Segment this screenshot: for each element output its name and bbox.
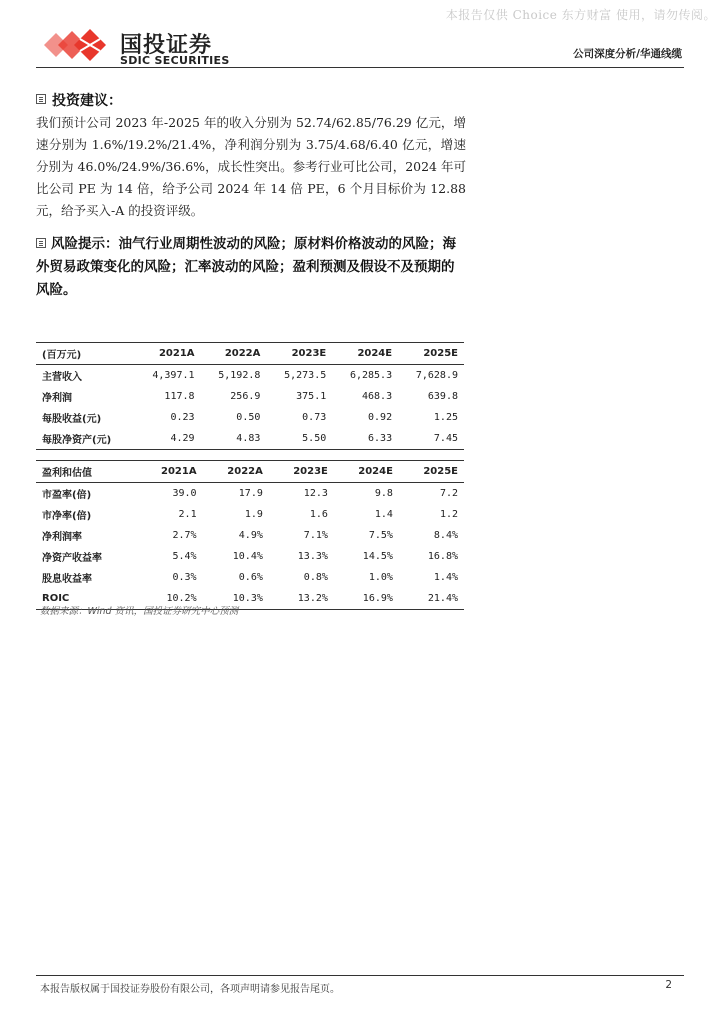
table-cell: 14.5% (362, 551, 393, 562)
table-cell: 16.9% (334, 588, 399, 610)
table-row (36, 365, 464, 387)
section-list-icon (36, 238, 46, 248)
table-row (36, 407, 464, 428)
table-row (36, 504, 464, 525)
section-list-icon (36, 94, 46, 104)
table-cell: 7.2 (439, 488, 458, 499)
table-cell: 7,628.9 (415, 370, 458, 381)
table-cell: 2.1 (178, 509, 197, 520)
table-row (36, 567, 464, 588)
table-cell: 1.25 (433, 412, 458, 423)
table-cell: 7.5% (368, 530, 393, 541)
table-cell: 5.50 (266, 428, 332, 450)
table-cell: 639.8 (427, 391, 458, 402)
row-label: 每股收益(元) (42, 414, 102, 425)
table-cell: 10.3% (203, 588, 269, 610)
table-cell: 0.6% (238, 572, 263, 583)
table-cell: 0.23 (170, 412, 195, 423)
row-label: 主营收入 (42, 372, 82, 383)
table-cell: 5,273.5 (284, 370, 327, 381)
table-cell: 1.6 (309, 509, 328, 520)
table-cell: 1.0% (368, 572, 393, 583)
table-header-row (36, 461, 464, 483)
table-header-cell: 盈利和估值 (36, 461, 136, 483)
table-row (36, 525, 464, 546)
table-cell: 7.1% (303, 530, 328, 541)
table-cell: 16.8% (427, 551, 458, 562)
table-cell: 375.1 (296, 391, 327, 402)
table-header-cell: 2022A (203, 461, 269, 483)
data-source-note: 数据来源：Wind 资讯，国投证券研究中心预测 (40, 606, 239, 617)
table-cell: 117.8 (164, 391, 195, 402)
table-header-row (36, 343, 464, 365)
table-header-cell: 2023E (266, 343, 332, 365)
table-row (36, 483, 464, 505)
table-header-cell: 2021A (135, 343, 201, 365)
report-type-label: 公司深度分析/华通线缆 (573, 48, 682, 60)
table-cell: 6,285.3 (349, 370, 393, 381)
table-cell: 2.7% (172, 530, 197, 541)
table-cell: 256.9 (230, 391, 261, 402)
logo-chinese-name: 国投证券 (120, 33, 213, 58)
table-header-cell: 2025E (399, 461, 464, 483)
row-label: 每股净资产(元) (36, 428, 135, 450)
row-label: 市盈率(倍) (42, 490, 92, 501)
table-cell: 12.3 (303, 488, 328, 499)
logo-diamond-icon (40, 27, 116, 63)
table-cell: 8.4% (433, 530, 458, 541)
row-label: 净利润 (42, 393, 72, 404)
table-header-cell: 2022A (201, 343, 267, 365)
table-cell: 4.83 (201, 428, 267, 450)
table-row (36, 428, 464, 450)
table-cell: 1.4% (433, 572, 458, 583)
logo-english-name: SDIC SECURITIES (120, 54, 230, 67)
table-header-cell: 2023E (269, 461, 334, 483)
footer-divider (36, 975, 684, 976)
table-cell: 13.2% (269, 588, 334, 610)
table-cell: 4.9% (238, 530, 263, 541)
row-label: 市净率(倍) (42, 511, 92, 522)
table-cell: 4,397.1 (152, 370, 195, 381)
company-logo (40, 27, 245, 65)
table-header-cell: 2024E (334, 461, 399, 483)
table-cell: 1.9 (244, 509, 263, 520)
footer-disclaimer: 本报告版权属于国投证券股份有限公司，各项声明请参见报告尾页。 (40, 984, 340, 995)
row-label: 净利润率 (42, 532, 82, 543)
table-cell: 7.45 (398, 428, 464, 450)
table-cell: 0.92 (368, 412, 393, 423)
table-cell: 4.29 (135, 428, 201, 450)
header-divider (36, 67, 684, 68)
row-label: 净资产收益率 (42, 553, 102, 564)
table-cell: 0.73 (302, 412, 327, 423)
investment-advice-body: 我们预计公司 2023 年-2025 年的收入分别为 52.74/62.85/76.29 亿元，增速分别为 1.6%/19.2%/21.4%，净利润分别为 3.75/4.68/6.40 亿元，增速分别为 46.0%/24.9%/36.6%，成长性突出。参考行业可比公司，2024 年可比公司 PE 为 14 倍，给予公司 2024 年 14 倍 PE，6 个月目标价为 12.88 元，给予买入-A 的投资评级。 (36, 115, 466, 218)
risk-warning (36, 233, 466, 302)
table-row (36, 386, 464, 407)
table-row (36, 546, 464, 567)
table-cell: 5.4% (172, 551, 197, 562)
table-cell: 1.2 (439, 509, 458, 520)
investment-advice-title: 投资建议： (52, 93, 122, 109)
table-cell: 39.0 (172, 488, 197, 499)
valuation-table (36, 460, 464, 610)
table-cell: 0.8% (303, 572, 328, 583)
page-number: 2 (665, 979, 672, 991)
table-cell: 0.50 (236, 412, 261, 423)
table-cell: 0.3% (172, 572, 197, 583)
table-cell: 5,192.8 (218, 370, 261, 381)
table-header-cell: 2024E (332, 343, 398, 365)
table-cell: 17.9 (238, 488, 263, 499)
row-label: 股息收益率 (42, 574, 92, 585)
table-cell: 21.4% (399, 588, 464, 610)
row-label: ROIC (36, 588, 136, 610)
watermark-text: 本报告仅供 Choice 东方财富 使用，请勿传阅。 (445, 8, 716, 22)
table-cell: 9.8 (374, 488, 393, 499)
table-header-cell: 2025E (398, 343, 464, 365)
table-cell: 10.2% (136, 588, 202, 610)
risk-warning-text: 风险提示：油气行业周期性波动的风险；原材料价格波动的风险；海外贸易政策变化的风险；汇率波动的风险；盈利预测及假设不及预期的风险。 (36, 236, 456, 298)
table-header-cell: 2021A (136, 461, 202, 483)
table-cell: 468.3 (362, 391, 393, 402)
table-cell: 10.4% (232, 551, 263, 562)
table-header-cell: (百万元) (36, 343, 135, 365)
financial-summary-table (36, 342, 464, 450)
table-cell: 1.4 (374, 509, 393, 520)
table-cell: 6.33 (332, 428, 398, 450)
investment-advice-heading (36, 90, 122, 110)
table-cell: 13.3% (297, 551, 328, 562)
